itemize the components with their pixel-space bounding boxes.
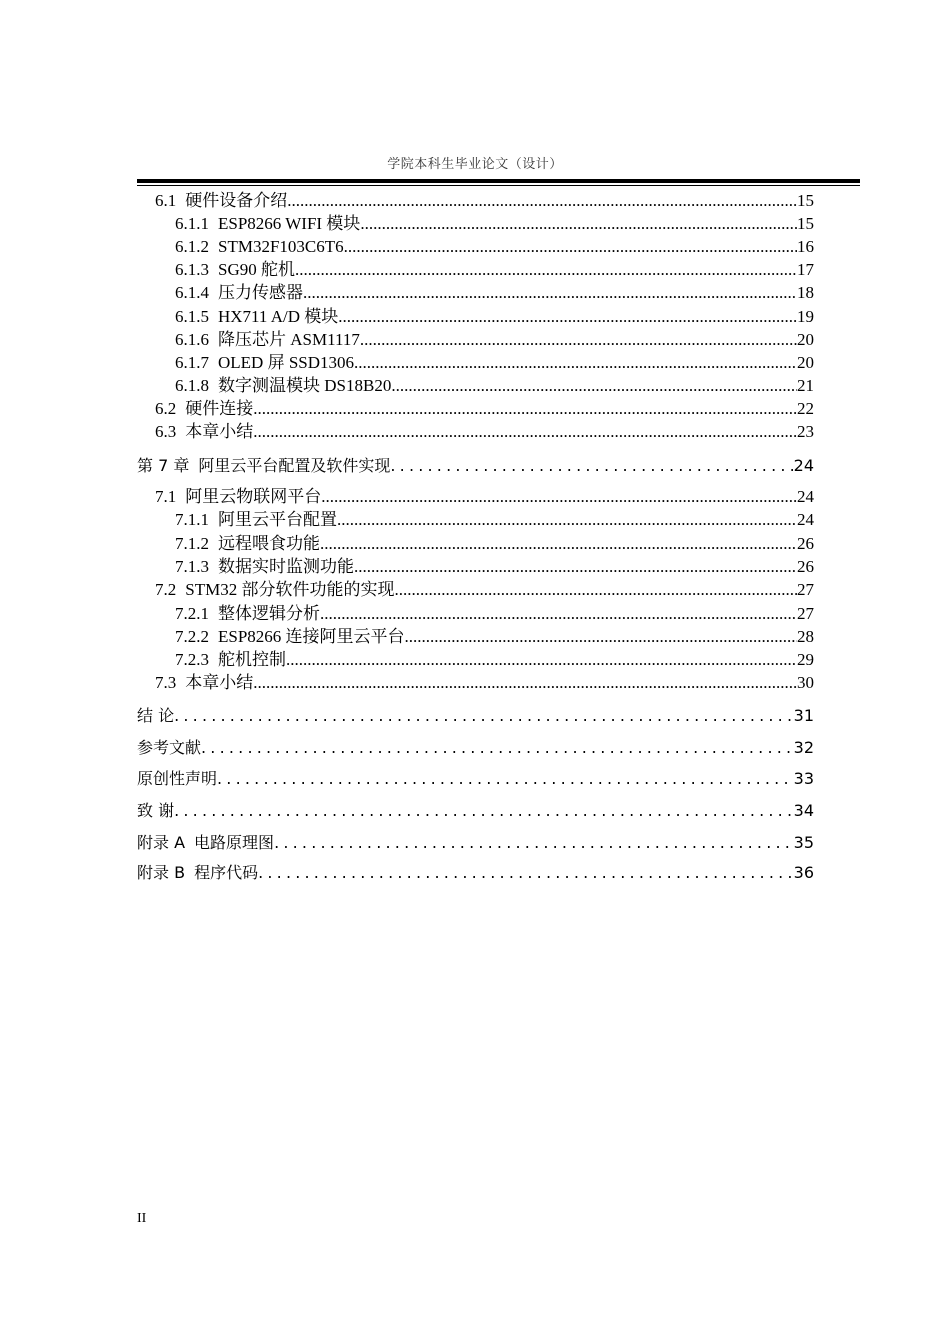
toc-page-number: 21 (797, 376, 814, 395)
toc-chapter-entry[interactable] (137, 455, 814, 477)
toc-page-number: 28 (797, 627, 814, 646)
toc-entry-title: 参考文献 (137, 738, 202, 757)
toc-page-number: 27 (797, 604, 814, 623)
toc-chapter-entry[interactable] (137, 862, 814, 884)
toc-page-number: 17 (797, 260, 814, 279)
toc-entry-text: 硬件连接 (185, 399, 254, 418)
toc-page-number: 30 (797, 673, 814, 692)
toc-entry-title (155, 579, 394, 601)
toc-page-number: 34 (793, 801, 814, 820)
toc-entry-text: 压力传感器 (218, 283, 303, 302)
toc-page-number: 36 (793, 863, 814, 882)
toc-page-number: 29 (797, 650, 814, 669)
toc-page-number: 15 (797, 214, 814, 233)
toc-leader-dots (174, 705, 794, 727)
toc-chapter-entry[interactable] (137, 768, 814, 790)
toc-page-number: 23 (797, 422, 814, 441)
toc-leader-dots (303, 282, 797, 304)
toc-entry-title (175, 306, 338, 328)
toc-entry-title (175, 375, 391, 397)
toc-leader-dots (391, 375, 797, 397)
toc-entry-number: 7.2.3 (175, 650, 209, 669)
toc-entry-text: 硬件设备介绍 (185, 191, 288, 210)
toc-leader-dots (174, 800, 794, 822)
toc-entry-number: 6.1.2 (175, 237, 209, 256)
toc-page-number: 19 (797, 307, 814, 326)
running-header: 学院本科生毕业论文（设计） (387, 157, 563, 172)
toc-entry-title: 结 论 (137, 706, 175, 725)
toc-page-number: 35 (793, 833, 814, 852)
toc-entry-title (175, 282, 303, 304)
toc-chapter-entry[interactable] (137, 800, 814, 822)
toc-leader-dots (337, 509, 797, 531)
toc-entry-text: 数字测温模块 DS18B20 (218, 376, 392, 395)
toc-entry-text: 本章小结 (185, 673, 254, 692)
toc-page-number: 15 (797, 191, 814, 210)
toc-entry-number: 6.1.4 (175, 283, 209, 302)
toc-entry-text: 降压芯片 ASM1117 (218, 330, 360, 349)
toc-entry-title (175, 533, 320, 555)
toc-entry-text: 电路原理图 (194, 833, 275, 852)
toc-leader-dots (320, 533, 797, 555)
toc-entry-number: 6.1.8 (175, 376, 209, 395)
toc-section-entry[interactable] (175, 282, 814, 304)
toc-entry-text: OLED 屏 SSD1306 (218, 353, 355, 372)
toc-entry-text: 阿里云平台配置及软件实现 (198, 456, 391, 475)
toc-section-entry[interactable] (155, 486, 814, 508)
toc-entry-number: 6.1 (155, 191, 177, 210)
toc-chapter-entry[interactable] (137, 737, 814, 759)
toc-entry-title (175, 649, 286, 671)
toc-chapter-entry[interactable] (137, 705, 814, 727)
toc-entry-title (137, 862, 258, 884)
toc-section-entry[interactable] (155, 398, 814, 420)
header-rule-thin (137, 185, 860, 186)
toc-leader-dots (344, 236, 797, 258)
toc-entry-title (175, 626, 405, 648)
toc-leader-dots (320, 603, 797, 625)
toc-entry-title (175, 329, 360, 351)
toc-entry-text: 阿里云平台配置 (218, 510, 337, 529)
toc-entry-number: 第 7 章 (137, 456, 190, 475)
toc-entry-title (175, 603, 320, 625)
toc-entry-title (137, 832, 274, 854)
toc-entry-number: 6.1.7 (175, 353, 209, 372)
toc-entry-number: 7.1.1 (175, 510, 209, 529)
toc-page-number: 31 (793, 706, 814, 725)
toc-section-entry[interactable] (175, 509, 814, 531)
toc-entry-number: 附录 A (137, 833, 186, 852)
toc-entry-number: 6.1.3 (175, 260, 209, 279)
toc-page-number: 16 (797, 237, 814, 256)
toc-entry-title (175, 352, 354, 374)
toc-leader-dots (390, 455, 793, 477)
toc-leader-dots (217, 768, 794, 790)
toc-entry-number: 7.2 (155, 580, 177, 599)
toc-entry-text: 阿里云物联网平台 (185, 487, 322, 506)
toc-entry-text: 本章小结 (185, 422, 254, 441)
toc-section-entry[interactable] (155, 672, 814, 694)
toc-section-entry[interactable] (155, 190, 814, 212)
toc-leader-dots (201, 737, 794, 759)
toc-page-number: 24 (797, 510, 814, 529)
toc-entry-text: HX711 A/D 模块 (218, 307, 339, 326)
toc-leader-dots (321, 486, 797, 508)
toc-section-entry[interactable] (175, 352, 814, 374)
toc-entry-number: 6.1.5 (175, 307, 209, 326)
toc-entry-title (155, 672, 253, 694)
page-number: II (137, 1211, 147, 1226)
toc-section-entry[interactable] (175, 236, 814, 258)
toc-entry-text: 程序代码 (194, 863, 259, 882)
toc-page-number: 24 (793, 456, 814, 475)
toc-entry-text: STM32F103C6T6 (218, 237, 344, 256)
toc-entry-number: 7.1.2 (175, 534, 209, 553)
toc-leader-dots (405, 626, 797, 648)
toc-entry-title (175, 556, 354, 578)
toc-leader-dots (253, 672, 797, 694)
toc-entry-text: STM32 部分软件功能的实现 (185, 580, 395, 599)
toc-entry-number: 附录 B (137, 863, 186, 882)
toc-leader-dots (274, 832, 794, 854)
toc-page-number: 22 (797, 399, 814, 418)
toc-leader-dots (360, 213, 797, 235)
toc-entry-title (175, 259, 295, 281)
toc-entry-title: 致 谢 (137, 801, 175, 820)
toc-section-entry[interactable] (155, 579, 814, 601)
toc-entry-title (155, 421, 253, 443)
toc-entry-title: 原创性声明 (137, 769, 218, 788)
toc-section-entry[interactable] (175, 259, 814, 281)
toc-entry-number: 7.1.3 (175, 557, 209, 576)
toc-leader-dots (253, 398, 797, 420)
toc-page-number: 26 (797, 557, 814, 576)
toc-page-number: 27 (797, 580, 814, 599)
toc-leader-dots (354, 352, 797, 374)
toc-section-entry[interactable] (175, 626, 814, 648)
toc-leader-dots (253, 421, 797, 443)
toc-leader-dots (360, 329, 797, 351)
toc-section-entry[interactable] (155, 421, 814, 443)
toc-leader-dots (354, 556, 797, 578)
toc-section-entry[interactable] (175, 649, 814, 671)
toc-entry-number: 6.3 (155, 422, 177, 441)
toc-entry-number: 6.1.1 (175, 214, 209, 233)
toc-section-entry[interactable] (175, 603, 814, 625)
toc-section-entry[interactable] (175, 306, 814, 328)
toc-section-entry[interactable] (175, 329, 814, 351)
toc-section-entry[interactable] (175, 533, 814, 555)
toc-leader-dots (295, 259, 797, 281)
toc-leader-dots (338, 306, 797, 328)
toc-entry-text: 数据实时监测功能 (218, 557, 354, 576)
toc-page-number: 32 (793, 738, 814, 757)
toc-page-number: 26 (797, 534, 814, 553)
toc-leader-dots (287, 190, 797, 212)
toc-page-number: 24 (797, 487, 814, 506)
toc-entry-text: ESP8266 WIFI 模块 (218, 214, 361, 233)
toc-leader-dots (258, 862, 794, 884)
toc-entry-number: 7.2.2 (175, 627, 209, 646)
header-rule-thick (137, 179, 860, 183)
toc-page-number: 18 (797, 283, 814, 302)
toc-entry-number: 7.2.1 (175, 604, 209, 623)
toc-entry-title (175, 236, 344, 258)
toc-entry-title (175, 213, 360, 235)
toc-entry-text: 整体逻辑分析 (218, 604, 320, 623)
toc-entry-title (175, 509, 337, 531)
toc-page-number: 33 (793, 769, 814, 788)
toc-section-entry[interactable] (175, 375, 814, 397)
toc-section-entry[interactable] (175, 556, 814, 578)
toc-entry-title (155, 398, 253, 420)
toc-entry-title (155, 190, 287, 212)
toc-entry-title (137, 455, 390, 477)
toc-entry-text: ESP8266 连接阿里云平台 (218, 627, 405, 646)
toc-page-number: 20 (797, 353, 814, 372)
toc-entry-text: SG90 舵机 (218, 260, 295, 279)
toc-entry-number: 6.2 (155, 399, 177, 418)
toc-page-number: 20 (797, 330, 814, 349)
toc-section-entry[interactable] (175, 213, 814, 235)
toc-entry-title (155, 486, 321, 508)
toc-entry-text: 远程喂食功能 (218, 534, 320, 553)
toc-entry-number: 7.3 (155, 673, 177, 692)
toc-chapter-entry[interactable] (137, 832, 814, 854)
toc-entry-number: 6.1.6 (175, 330, 209, 349)
toc-entry-text: 舵机控制 (218, 650, 286, 669)
toc-leader-dots (286, 649, 797, 671)
toc-entry-number: 7.1 (155, 487, 177, 506)
toc-leader-dots (394, 579, 797, 601)
